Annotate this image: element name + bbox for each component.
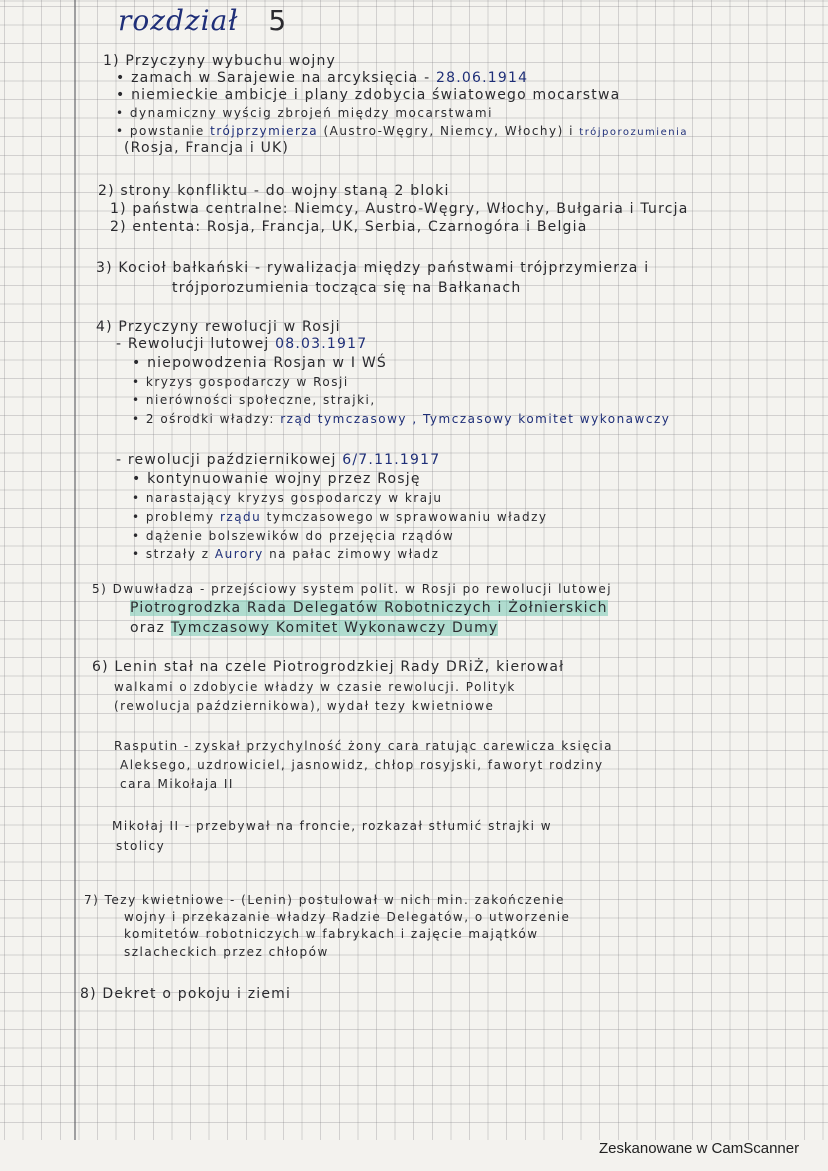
page-title (118, 4, 287, 37)
s7-line: szlacheckich przez chłopów (124, 945, 329, 959)
s1-bullet-cont: (Rosja, Francja i UK) (124, 140, 290, 156)
s4-o3b: rządu (219, 510, 262, 524)
s1-heading: 1) Przyczyny wybuchu wojny (103, 53, 336, 69)
chapter-number: 5 (268, 4, 288, 37)
s4-bullet: • dążenie bolszewików do przejęcia rządów (132, 529, 455, 543)
rasputin-line: Aleksego, uzdrowiciel, jasnowidz, chłop rosyjski, faworyt rodziny (120, 758, 604, 772)
s4-bullet: • nierówności społeczne, strajki, (132, 393, 376, 407)
s5-line (130, 619, 498, 637)
s4-o5b: Aurory (214, 547, 264, 561)
s7-line: komitetów robotniczych w fabrykach i zajęcie majątków (124, 927, 539, 941)
s4-o3c: tymczasowego w sprawowaniu władzy (261, 510, 548, 524)
s4-bullet (132, 545, 439, 563)
s4-heading: 4) Przyczyny rewolucji w Rosji (96, 319, 341, 335)
s5-line: 5) Dwuwładza - przejściowy system polit. w Rosji po rewolucji lutowej (92, 582, 613, 596)
s4-bullet (132, 508, 547, 526)
s4-bullet: • kontynuowanie wojny przez Rosję (132, 471, 421, 487)
s1-bullet: • niemieckie ambicje i plany zdobycia światowego mocarstwa (116, 87, 621, 103)
s4-oct (116, 451, 440, 469)
s4-bullet: • kryzys gospodarczy w Rosji (132, 375, 349, 389)
s4-o5a: • strzały z (132, 547, 215, 561)
s7-line: wojny i przekazanie władzy Radzie Delegatów, o utworzenie (124, 910, 571, 924)
highlight-committee: Tymczasowy Komitet Wykonawczy Dumy (170, 620, 499, 636)
s4-bullet: • niepowodzenia Rosjan w I WŚ (132, 355, 387, 371)
s8-line: 8) Dekret o pokoju i ziemi (80, 986, 292, 1002)
s1-b4d: trójporozumienia (579, 127, 688, 138)
s1-b1: • zamach w Sarajewie na arcyksięcia - (116, 70, 437, 86)
s4-bullet: • narastający kryzys gospodarczy w kraju (132, 491, 443, 505)
oct-label: - rewolucji październikowej (116, 452, 343, 468)
rasputin-line: Rasputin - zyskał przychylność żony cara ratując carewicza księcia (114, 739, 614, 753)
rasputin-line: cara Mikołaja II (120, 777, 234, 791)
s4-bullet (132, 410, 670, 428)
highlight-council: Piotrogrodzka Rada Delegatów Robotniczych i Żołnierskich (130, 600, 608, 616)
oct-date: 6/7.11.1917 (342, 452, 441, 468)
assassination-date: 28.06.1914 (436, 70, 529, 86)
s4-o3a: • problemy (132, 510, 220, 524)
s5-l3a: oraz (130, 620, 171, 636)
feb-date: 08.03.1917 (275, 336, 368, 352)
s4-f4a: • 2 ośrodki władzy: (132, 412, 281, 426)
s4-o5c: na pałac zimowy władz (263, 547, 440, 561)
nicholas-line: stolicy (116, 839, 166, 853)
s5-line (130, 599, 608, 617)
s1-b4b: trójprzymierza (210, 124, 319, 138)
title-text: rozdział (118, 4, 239, 37)
s1-bullet (116, 69, 528, 87)
nicholas-line: Mikołaj II - przebywał na froncie, rozkazał stłumić strajki w (112, 819, 553, 833)
s2-item: 1) państwa centralne: Niemcy, Austro-Węgry, Włochy, Bułgaria i Turcja (110, 201, 689, 217)
s3-line: 3) Kocioł bałkański - rywalizacja między państwami trójprzymierza i (96, 260, 650, 276)
s2-heading: 2) strony konfliktu - do wojny staną 2 bloki (98, 183, 450, 199)
margin-line (74, 0, 76, 1140)
s4-feb (116, 335, 367, 353)
s2-item: 2) ententa: Rosja, Francja, UK, Serbia, Czarnogóra i Belgia (110, 219, 588, 235)
s6-line: walkami o zdobycie władzy w czasie rewolucji. Polityk (114, 680, 516, 694)
s1-b4c: (Austro-Węgry, Niemcy, Włochy) i (318, 124, 580, 138)
scanner-watermark: Zeskanowane w CamScanner (599, 1140, 800, 1157)
s1-bullet: • dynamiczny wyścig zbrojeń między mocarstwami (116, 106, 493, 120)
s7-line: 7) Tezy kwietniowe - (Lenin) postulował w nich min. zakończenie (84, 893, 565, 907)
s1-b4a: • powstanie (116, 124, 211, 138)
s4-f4b: rząd tymczasowy , Tymczasowy komitet wykonawczy (280, 412, 671, 426)
s6-line: 6) Lenin stał na czele Piotrogrodzkiej Rady DRiŻ, kierował (92, 659, 565, 675)
s3-line: trójporozumienia tocząca się na Bałkanach (172, 280, 522, 296)
feb-label: - Rewolucji lutowej (116, 336, 276, 352)
s6-line: (rewolucja październikowa), wydał tezy kwietniowe (114, 699, 495, 713)
